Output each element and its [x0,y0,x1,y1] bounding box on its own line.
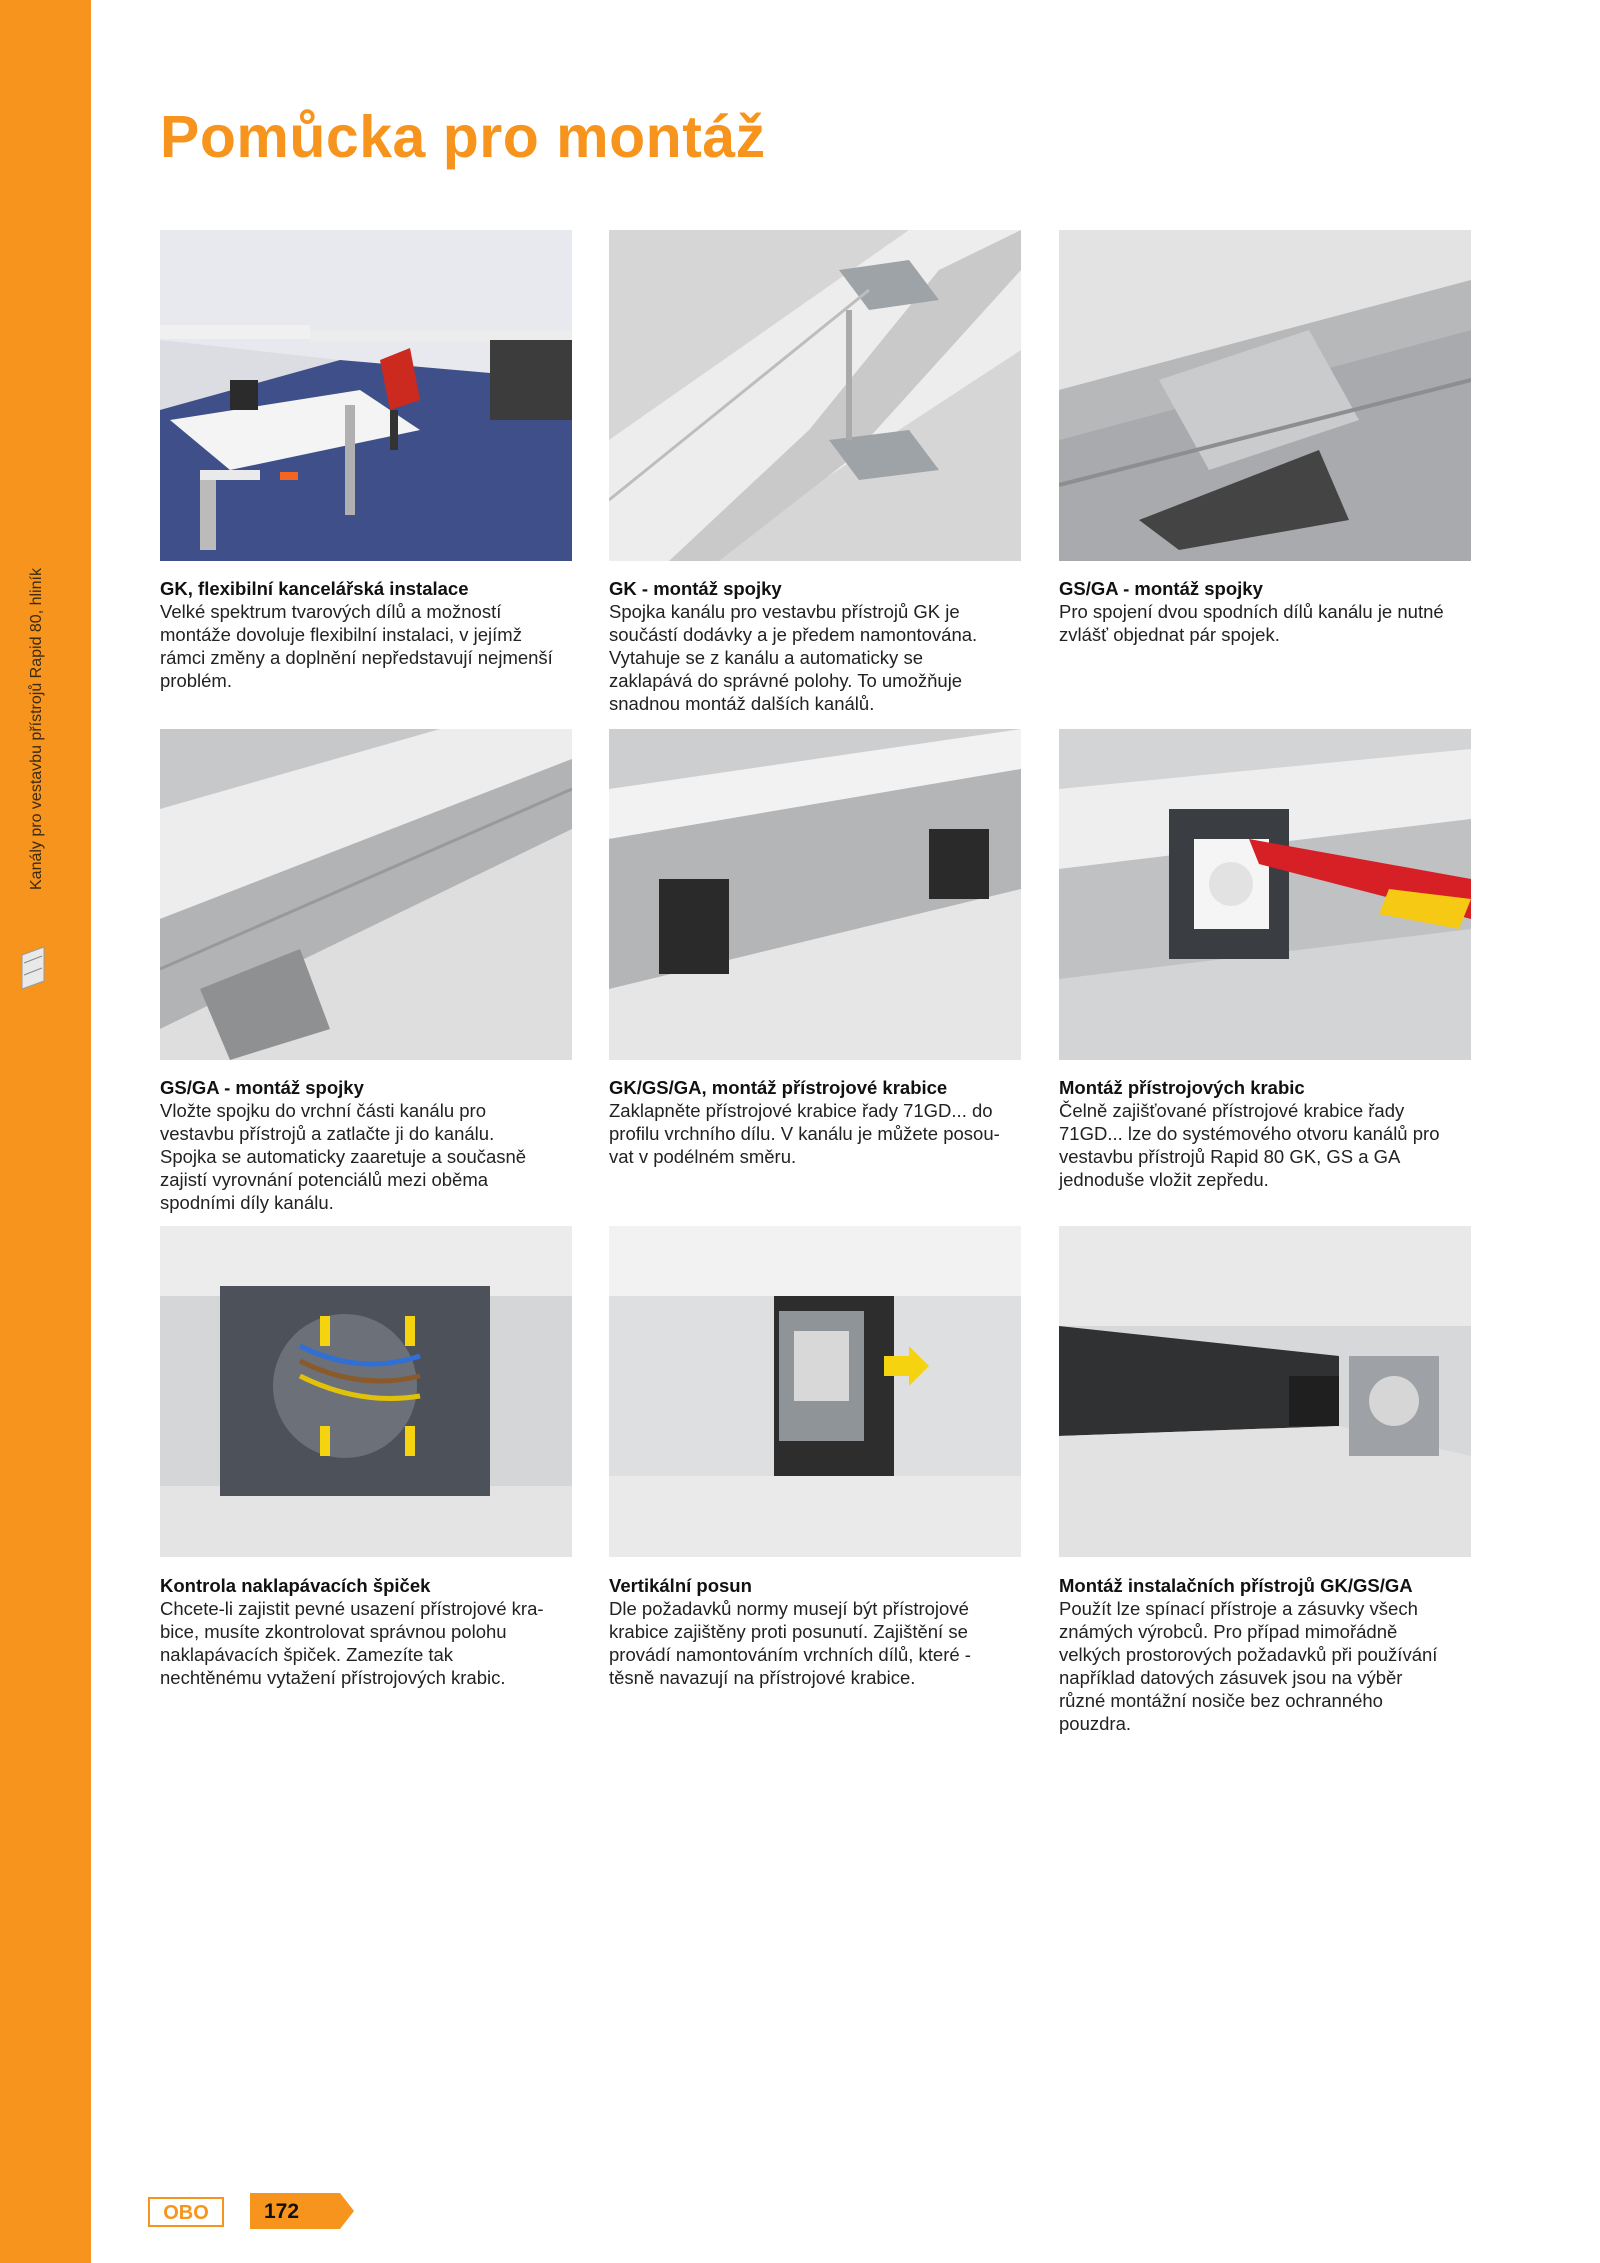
caption-line: Vytahuje se z kanálu a automaticky se [609,647,923,668]
sidebar [0,0,91,2263]
caption-heading: GS/GA - montáž spojky [160,1077,364,1098]
caption-line: součástí dodávky a je předem namontována. [609,624,978,645]
caption-heading: Kontrola naklapávacích špiček [160,1575,431,1596]
caption-line: Dle požadavků normy musejí být přístrojové [609,1598,969,1619]
caption-9 [1059,1574,1479,1735]
caption-heading: Montáž přístrojových krabic [1059,1077,1305,1098]
caption-line: spodními díly kanálu. [160,1192,334,1213]
caption-line: velkých prostorových požadavků při používání [1059,1644,1438,1665]
caption-line: vestavbu přístrojů a zatlačte ji do kanálu. [160,1123,495,1144]
photo-gk-coupling [609,230,1021,561]
caption-line: například datových zásuvek jsou na výběr [1059,1667,1403,1688]
caption-line: krabice zajištěny proti posunutí. Zajištění se [609,1621,968,1642]
caption-line: montáže dovoluje flexibilní instalaci, v jejímž [160,624,522,645]
logo-text: OBO [163,2202,209,2224]
caption-line: Pro spojení dvou spodních dílů kanálu je nutné [1059,601,1444,622]
page-title: Pomůcka pro montáž [160,104,766,170]
caption-line: těsně navazují na přístrojové krabice. [609,1667,916,1688]
photo-coupling-insert [160,729,572,1060]
caption-line: bice, musíte zkontrolovat správnou polohu [160,1621,507,1642]
photo-device-box-mounting [609,729,1021,1060]
caption-3 [1059,577,1479,646]
photo-device-installation [1059,1226,1471,1557]
caption-4 [160,1076,580,1214]
caption-line: problém. [160,670,232,691]
caption-heading: GK/GS/GA, montáž přístrojové krabice [609,1077,948,1098]
caption-line: pouzdra. [1059,1713,1131,1734]
caption-line: Chcete-li zajistit pevné usazení přístrojové kra- [160,1598,544,1619]
caption-5 [609,1076,1029,1168]
caption-line: provádí namontováním vrchních dílů, které - [609,1644,971,1665]
caption-line: zajistí vyrovnání potenciálů mezi oběma [160,1169,489,1190]
caption-line: Zaklapněte přístrojové krabice řady 71GD... do [609,1100,993,1121]
caption-heading: GS/GA - montáž spojky [1059,578,1263,599]
caption-8 [609,1574,1029,1689]
caption-line: Velké spektrum tvarových dílů a možností [160,601,502,622]
caption-line: nechtěnému vytažení přístrojových krabic. [160,1667,506,1688]
caption-line: zaklapává do správné polohy. To umožňuje [609,670,963,691]
caption-heading: GK, flexibilní kancelářská instalace [160,578,469,599]
product-thumbnail-icon [18,945,48,991]
caption-2 [609,577,1029,715]
caption-heading: Montáž instalačních přístrojů GK/GS/GA [1059,1575,1413,1596]
caption-line: profilu vrchního dílu. V kanálu je můžete posou- [609,1123,1000,1144]
caption-7 [160,1574,580,1689]
caption-line: rámci změny a doplnění nepředstavují nejmenší [160,647,553,668]
caption-6 [1059,1076,1479,1191]
caption-line: zvlášť objednat pár spojek. [1059,624,1280,645]
caption-line: známých výrobců. Pro případ mimořádně [1059,1621,1398,1642]
caption-heading: GK - montáž spojky [609,578,782,599]
photo-gs-ga-coupling [1059,230,1471,561]
photo-snap-tabs-check [160,1226,572,1557]
caption-line: Vložte spojku do vrchní části kanálu pro [160,1100,486,1121]
caption-heading: Vertikální posun [609,1575,752,1596]
photo-device-box-front [1059,729,1471,1060]
caption-line: vat v podélném směru. [609,1146,797,1167]
caption-line: Čelně zajišťované přístrojové krabice řady [1059,1100,1405,1121]
photo-office-installation [160,230,572,561]
page-number-tab [250,2193,354,2229]
caption-line: 71GD... lze do systémového otvoru kanálů pro [1059,1123,1440,1144]
caption-1 [160,577,580,692]
photo-vertical-shift [609,1226,1021,1557]
caption-line: Použít lze spínací přístroje a zásuvky všech [1059,1598,1418,1619]
caption-line: Spojka kanálu pro vestavbu přístrojů GK je [609,601,960,622]
page-number: 172 [264,2200,300,2223]
caption-line: vestavbu přístrojů Rapid 80 GK, GS a GA [1059,1146,1401,1167]
caption-line: naklapávacích špiček. Zamezíte tak [160,1644,454,1665]
caption-line: snadnou montáž dalších kanálů. [609,693,875,714]
caption-line: Spojka se automaticky zaaretuje a současně [160,1146,527,1167]
sidebar-label-text: Kanály pro vestavbu přístrojů Rapid 80, hliník [28,568,45,890]
obo-logo [148,2197,224,2227]
caption-line: různé montážní nosiče bez ochranného [1059,1690,1383,1711]
caption-line: jednoduše vložit zepředu. [1059,1169,1269,1190]
